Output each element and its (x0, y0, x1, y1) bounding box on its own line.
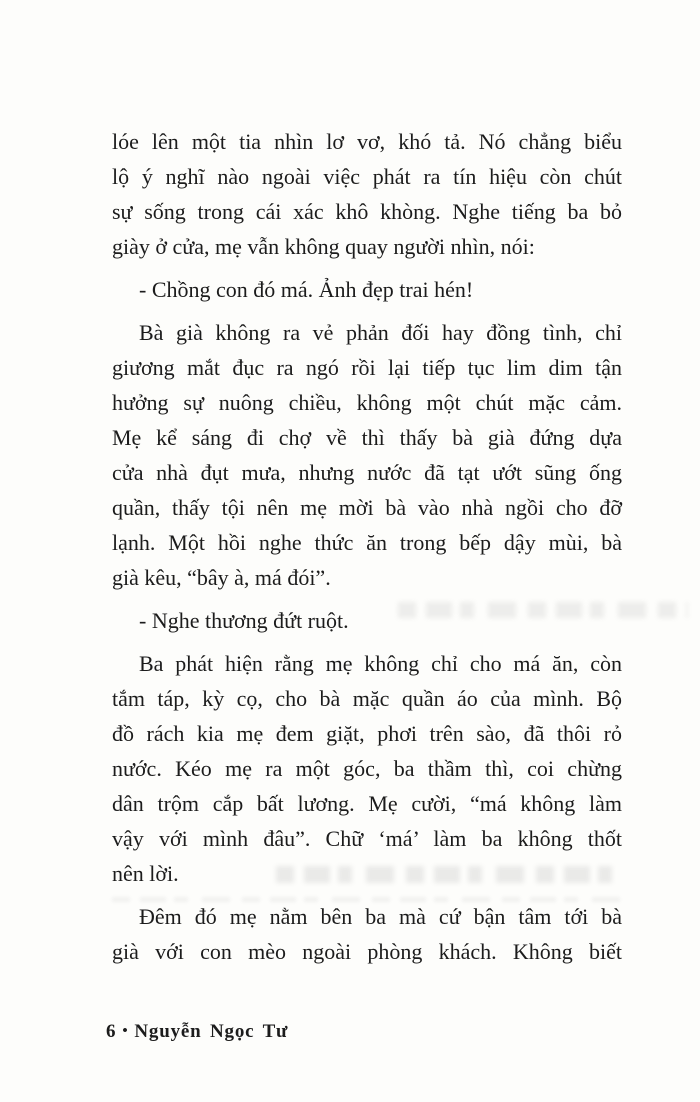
footer-author: Nguyễn Ngọc Tư (134, 1021, 289, 1042)
text-line: nước. Kéo mẹ ra một góc, ba thầm thì, coi chừng (112, 756, 622, 781)
body-paragraph (112, 124, 622, 264)
page-text-block (112, 124, 622, 977)
page-footer (106, 1021, 288, 1043)
text-line: lóe lên một tia nhìn lơ vơ, khó tả. Nó chẳng biểu (112, 129, 622, 154)
text-line: quần, thấy tội nên mẹ mời bà vào nhà ngồi cho đỡ (112, 495, 622, 520)
text-line: Đêm đó mẹ nằm bên ba mà cứ bận tâm tới bà (139, 904, 622, 929)
bleed-through-artifact (112, 897, 622, 902)
body-paragraph (112, 315, 622, 595)
text-line: giương mắt đục ra ngó rồi lại tiếp tục lim dim tận (112, 355, 622, 380)
text-line: già kêu, “bây à, má đói”. (112, 565, 331, 590)
text-line: tắm táp, kỳ cọ, cho bà mặc quần áo của mình. Bộ (112, 686, 622, 711)
text-line: lạnh. Một hồi nghe thức ăn trong bếp dậy mùi, bà (112, 530, 622, 555)
text-line: vậy với mình đâu”. Chữ ‘má’ làm ba không thốt (112, 826, 622, 851)
page-number: 6 (106, 1021, 117, 1042)
text-line: lộ ý nghĩ nào ngoài việc phát ra tín hiệu còn chút (112, 164, 622, 189)
body-paragraph (112, 646, 622, 891)
body-paragraph (112, 899, 622, 969)
text-line: đồ rách kia mẹ đem giặt, phơi trên sào, đã thôi rỏ (112, 721, 622, 746)
text-line: hưởng sự nuông chiều, không một chút mặc cảm. (112, 390, 622, 415)
text-line: - Nghe thương đứt ruột. (139, 608, 349, 633)
text-line: giày ở cửa, mẹ vẫn không quay người nhìn, nói: (112, 234, 535, 259)
bleed-through-artifact (398, 602, 688, 618)
footer-separator: • (122, 1023, 129, 1039)
text-line: Mẹ kể sáng đi chợ về thì thấy bà già đứng dựa (112, 425, 622, 450)
text-line: nên lời. (112, 861, 179, 886)
text-line: dân trộm cắp bất lương. Mẹ cười, “má không làm (112, 791, 622, 816)
text-line: cửa nhà đụt mưa, nhưng nước đã tạt ướt sũng ống (112, 460, 622, 485)
text-line: Bà già không ra vẻ phản đối hay đồng tình, chỉ (139, 320, 622, 345)
bleed-through-artifact (276, 866, 624, 883)
text-line: - Chồng con đó má. Ảnh đẹp trai hén! (139, 277, 474, 302)
text-line: sự sống trong cái xác khô khòng. Nghe tiếng ba bỏ (112, 199, 622, 224)
text-line: Ba phát hiện rằng mẹ không chỉ cho má ăn, còn (139, 651, 622, 676)
dialogue-paragraph (112, 272, 622, 307)
text-line: già với con mèo ngoài phòng khách. Không biết (112, 939, 622, 964)
